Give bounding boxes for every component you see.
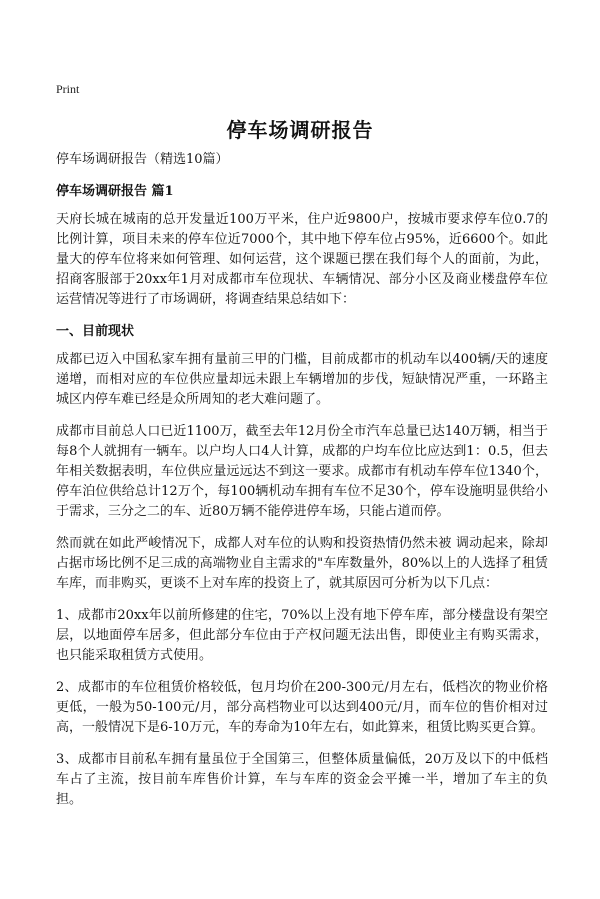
document-subtitle: 停车场调研报告（精选10篇） (56, 152, 229, 167)
paragraph-growth: 成都已迈入中国私家车拥有量前三甲的门槛，目前成都市的机动车以400辆/天的速度递增，而相对应的车位供应量却远未跟上车辆增加的步伐，短缺情况严重，一环路主城区内停车难已经是众所周知的老大难问题了。 (56, 352, 548, 407)
print-label[interactable]: Print (56, 82, 80, 96)
paragraph-reason-2: 2、成都市的车位租赁价格较低，包月均价在200-300元/月左右，低档次的物业价格更低，一般为50-100元/月，部分高档物业可以达到400元/月，而车位的售价相对过高，一般情况下是6-10万元，车的寿命为10年左右，如此算来，租赁比购买更合算。 (56, 680, 548, 735)
paragraph-reason-1: 1、成都市20xx年以前所修建的住宅，70%以上没有地下停车库，部分楼盘设有架空层，以地面停车居多，但此部分车位由于产权问题无法出售，即使业主有购买需求，也只能采取租赁方式使用。 (56, 608, 548, 663)
paragraph-statistics: 成都市目前总人口已近1100万，截至去年12月份全市汽车总量已达140万辆，相当于每8个人就拥有一辆车。以户均人口4人计算，成都的户均车位比应达到1：0.5，但去年相关数据表明，车位供应量远远达不到这一要求。成都市有机动车停车位1340个，停车泊位供给总计12万个，每100辆机动车拥有车位不足30个，停车设施明显供给小于需求，三分之二的车、近80万辆不能停进停车场，只能占道而停。 (56, 424, 548, 519)
section-heading-current-status: 一、目前现状 (56, 324, 135, 339)
paragraph-reason-3: 3、成都市目前私车拥有量虽位于全国第三，但整体质量偏低，20万及以下的中低档车占了主流，按目前车库售价计算，车与车库的资金会平摊一半，增加了车主的负担。 (56, 752, 548, 807)
section-heading-1: 停车场调研报告 篇1 (56, 184, 174, 199)
paragraph-reasons: 然而就在如此严峻情况下，成都人对车位的认购和投资热情仍然未被 调动起来，除却占据市场比例不足三成的高端物业自主需求的"车库数量外，80%以上的人选择了租赁车库，而非购买，更谈不上对车库的投资上了，就其原因可分析为以下几点： (56, 536, 548, 591)
page-title: 停车场调研报告 (226, 118, 374, 142)
paragraph-intro: 天府长城在城南的总开发量近100万平米，住户近9800户，按城市要求停车位0.7的比例计算，项目未来的停车位近7000个，其中地下停车位占95%，近6600个。如此量大的停车位将来如何管理、如何运营，这个课题已摆在我们每个人的面前，为此，招商客服部于20xx年1月对成都市车位现状、车辆情况、部分小区及商业楼盘停车位运营情况等进行了市场调研，将调查结果总结如下： (56, 212, 548, 307)
document-body (56, 150, 548, 822)
